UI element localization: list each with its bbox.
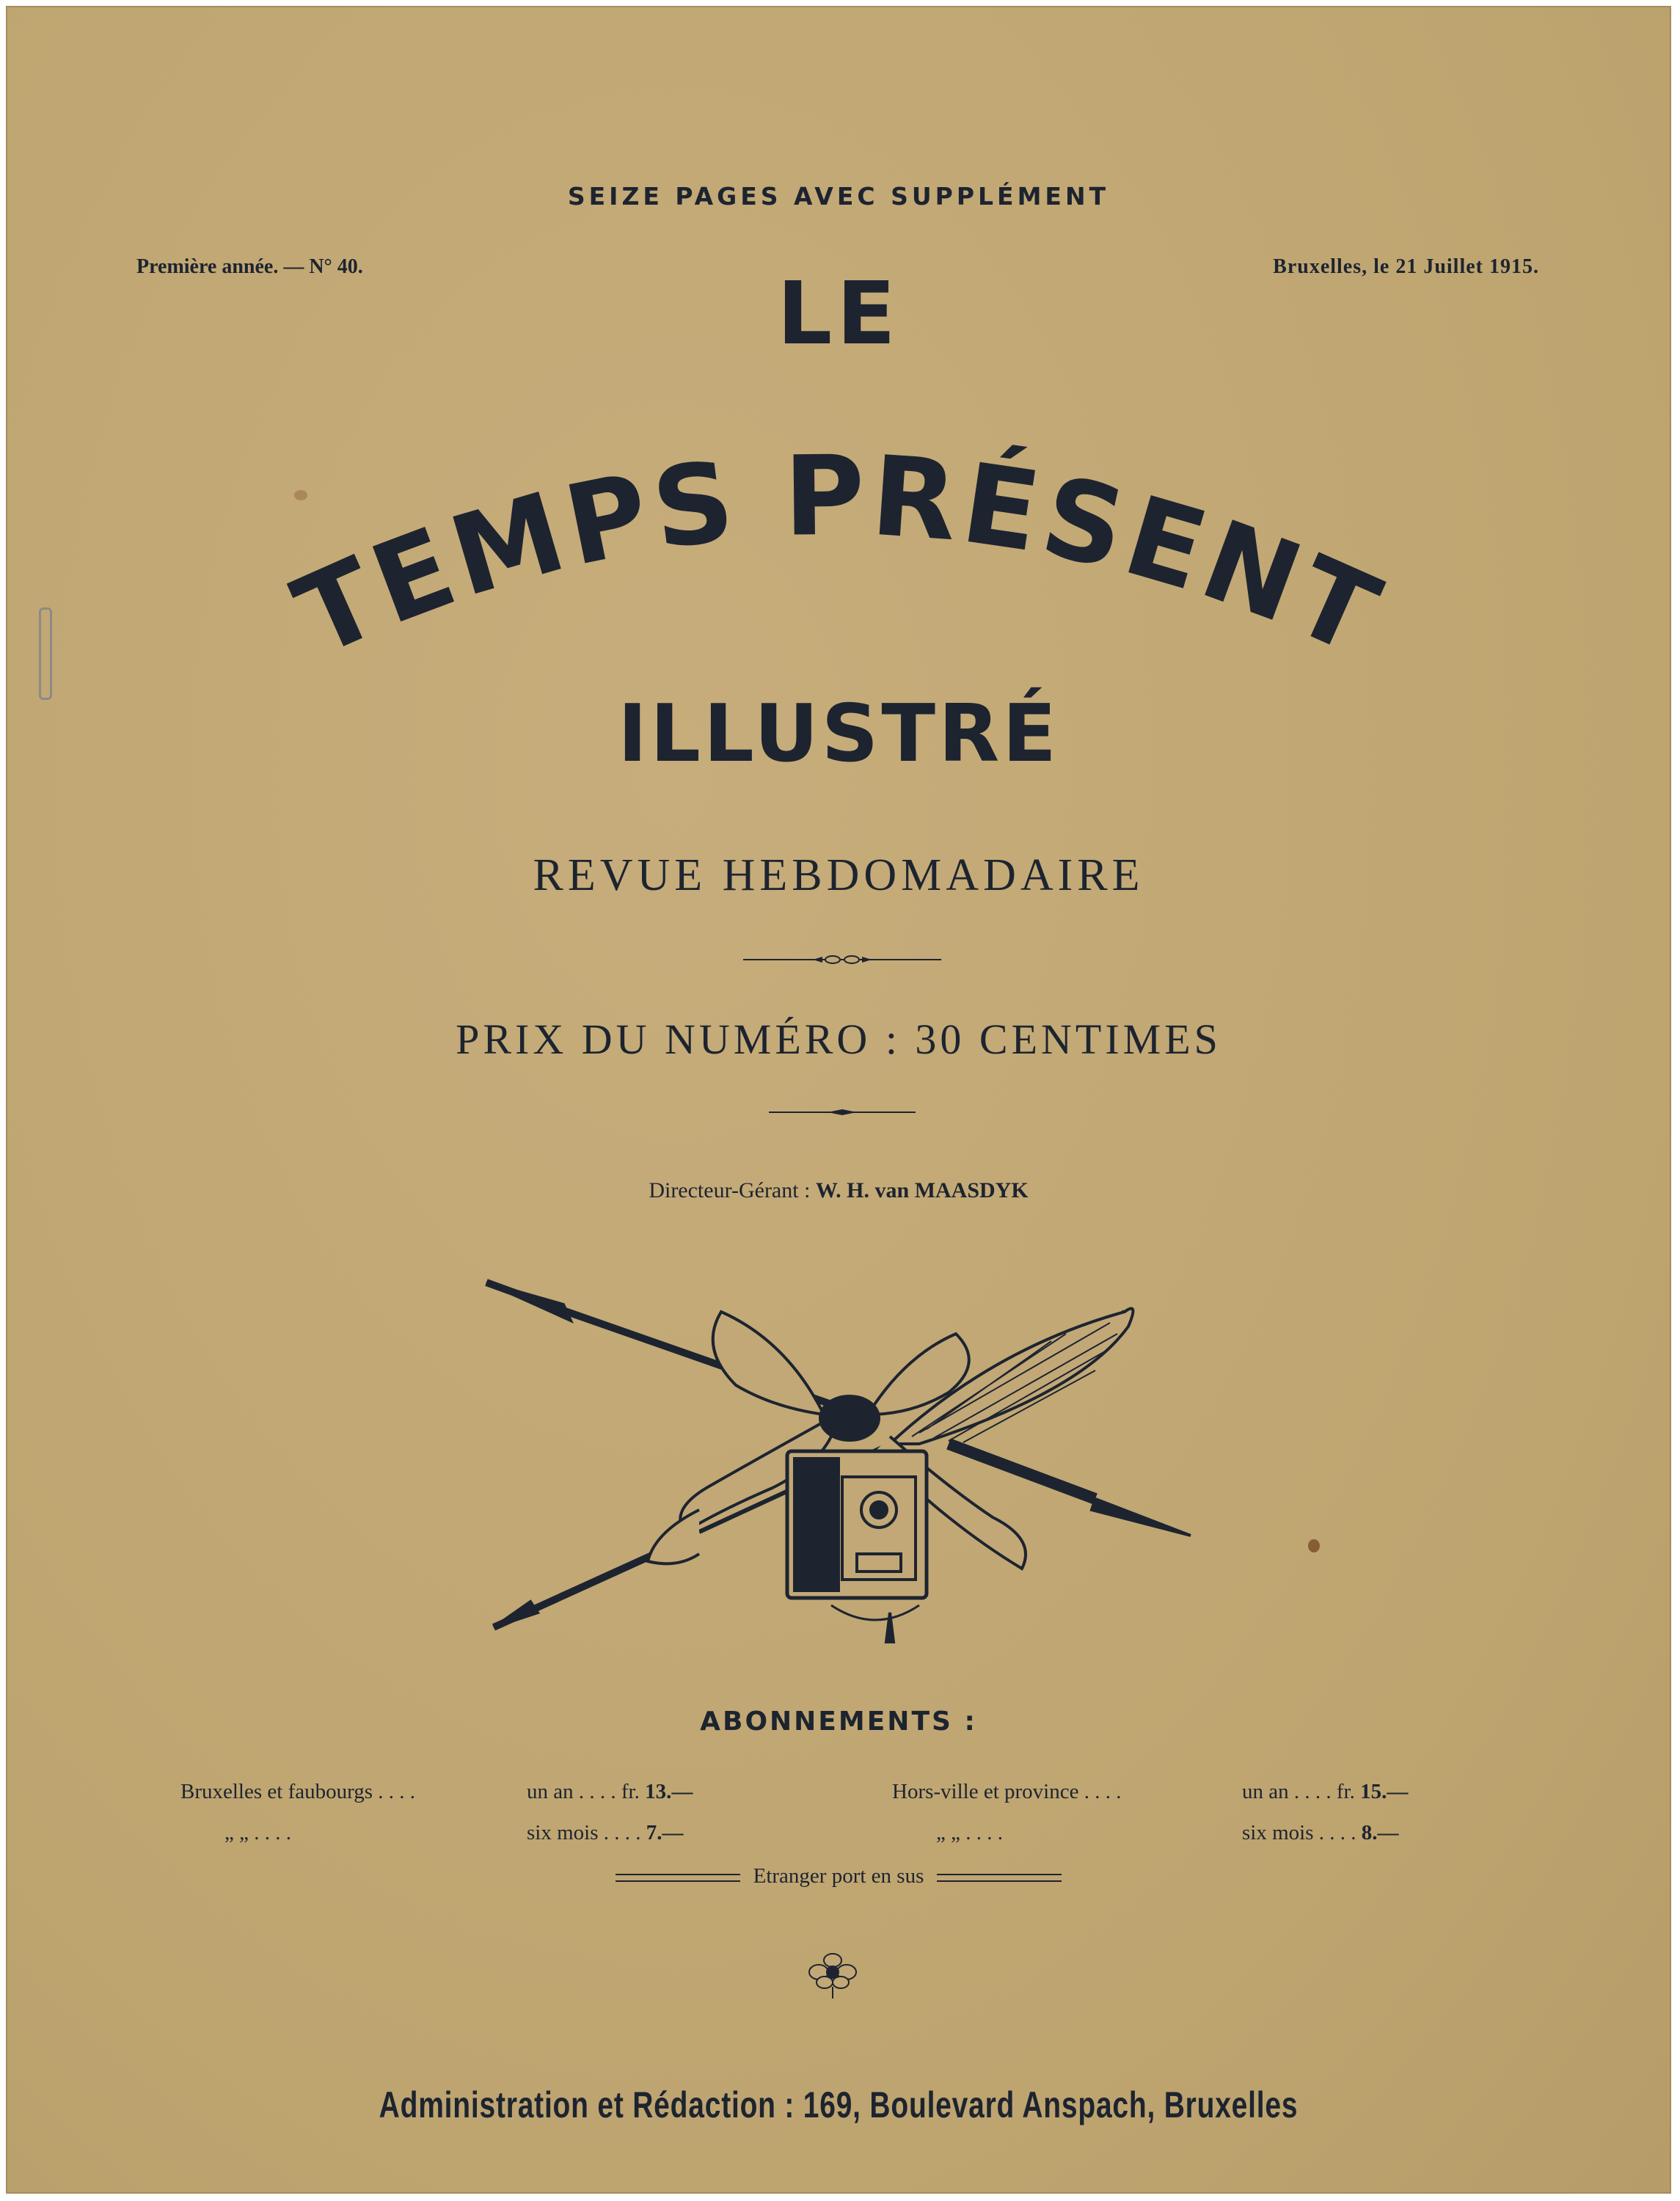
place: „ „ . . . . xyxy=(224,1821,291,1844)
place: Hors-ville et province . . . . xyxy=(892,1780,1122,1803)
title-le: LE xyxy=(777,263,900,364)
double-rule xyxy=(937,1874,1062,1882)
price: 7.— xyxy=(646,1821,684,1844)
paper-stain xyxy=(294,490,307,500)
subscription-row xyxy=(224,1821,291,1845)
divider-ornament xyxy=(743,952,941,967)
director-label: Directeur-Gérant : xyxy=(649,1178,811,1202)
place: „ „ . . . . xyxy=(936,1821,1003,1844)
foreign-note: Etranger port en sus xyxy=(753,1864,924,1888)
price: 8.— xyxy=(1361,1821,1399,1844)
footer-address: Administration et Rédaction : 169, Boulevard Anspach, Bruxelles xyxy=(379,2084,1299,2125)
double-rule xyxy=(616,1874,740,1882)
issue-number: Première année. — N° 40. xyxy=(136,255,363,278)
price: 15.— xyxy=(1360,1780,1409,1803)
period: un an . . . . fr. xyxy=(1242,1780,1355,1803)
supplement-note: SEIZE PAGES AVEC SUPPLÉMENT xyxy=(567,182,1110,211)
subscription-row xyxy=(1242,1821,1399,1845)
subscription-row xyxy=(527,1780,693,1804)
period: un an . . . . fr. xyxy=(527,1780,640,1803)
subscriptions-heading: ABONNEMENTS : xyxy=(700,1707,977,1737)
subscription-row xyxy=(180,1780,415,1804)
place: Bruxelles et faubourgs . . . . xyxy=(180,1780,416,1803)
foreign-postage xyxy=(6,1864,1671,1888)
dateline: Bruxelles, le 21 Juillet 1915. xyxy=(1273,255,1539,278)
title-temps-present: TEMPS PRÉSENT xyxy=(277,432,1400,682)
director-line xyxy=(6,1178,1671,1203)
svg-text:TEMPS PRÉSENT xyxy=(277,432,1399,681)
director-name: W. H. van MAASDYK xyxy=(815,1178,1029,1202)
subscription-row xyxy=(892,1780,1121,1804)
subscription-row xyxy=(936,1821,1003,1845)
cover-page xyxy=(6,6,1671,2194)
subtitle: REVUE HEBDOMADAIRE xyxy=(533,850,1144,900)
title-illustre: ILLUSTRÉ xyxy=(617,688,1060,780)
price: 13.— xyxy=(645,1780,693,1803)
paper-stain xyxy=(1308,1539,1320,1552)
divider-rule xyxy=(769,1108,916,1117)
crossed-pen-quill-camera-icon xyxy=(479,1268,1213,1649)
period: six mois . . . . xyxy=(1242,1821,1356,1844)
price: PRIX DU NUMÉRO : 30 CENTIMES xyxy=(456,1015,1221,1063)
period: six mois . . . . xyxy=(527,1821,641,1844)
subscription-row xyxy=(527,1821,684,1845)
subscription-row xyxy=(1242,1780,1408,1804)
flower-ornament-icon xyxy=(807,1950,858,2001)
